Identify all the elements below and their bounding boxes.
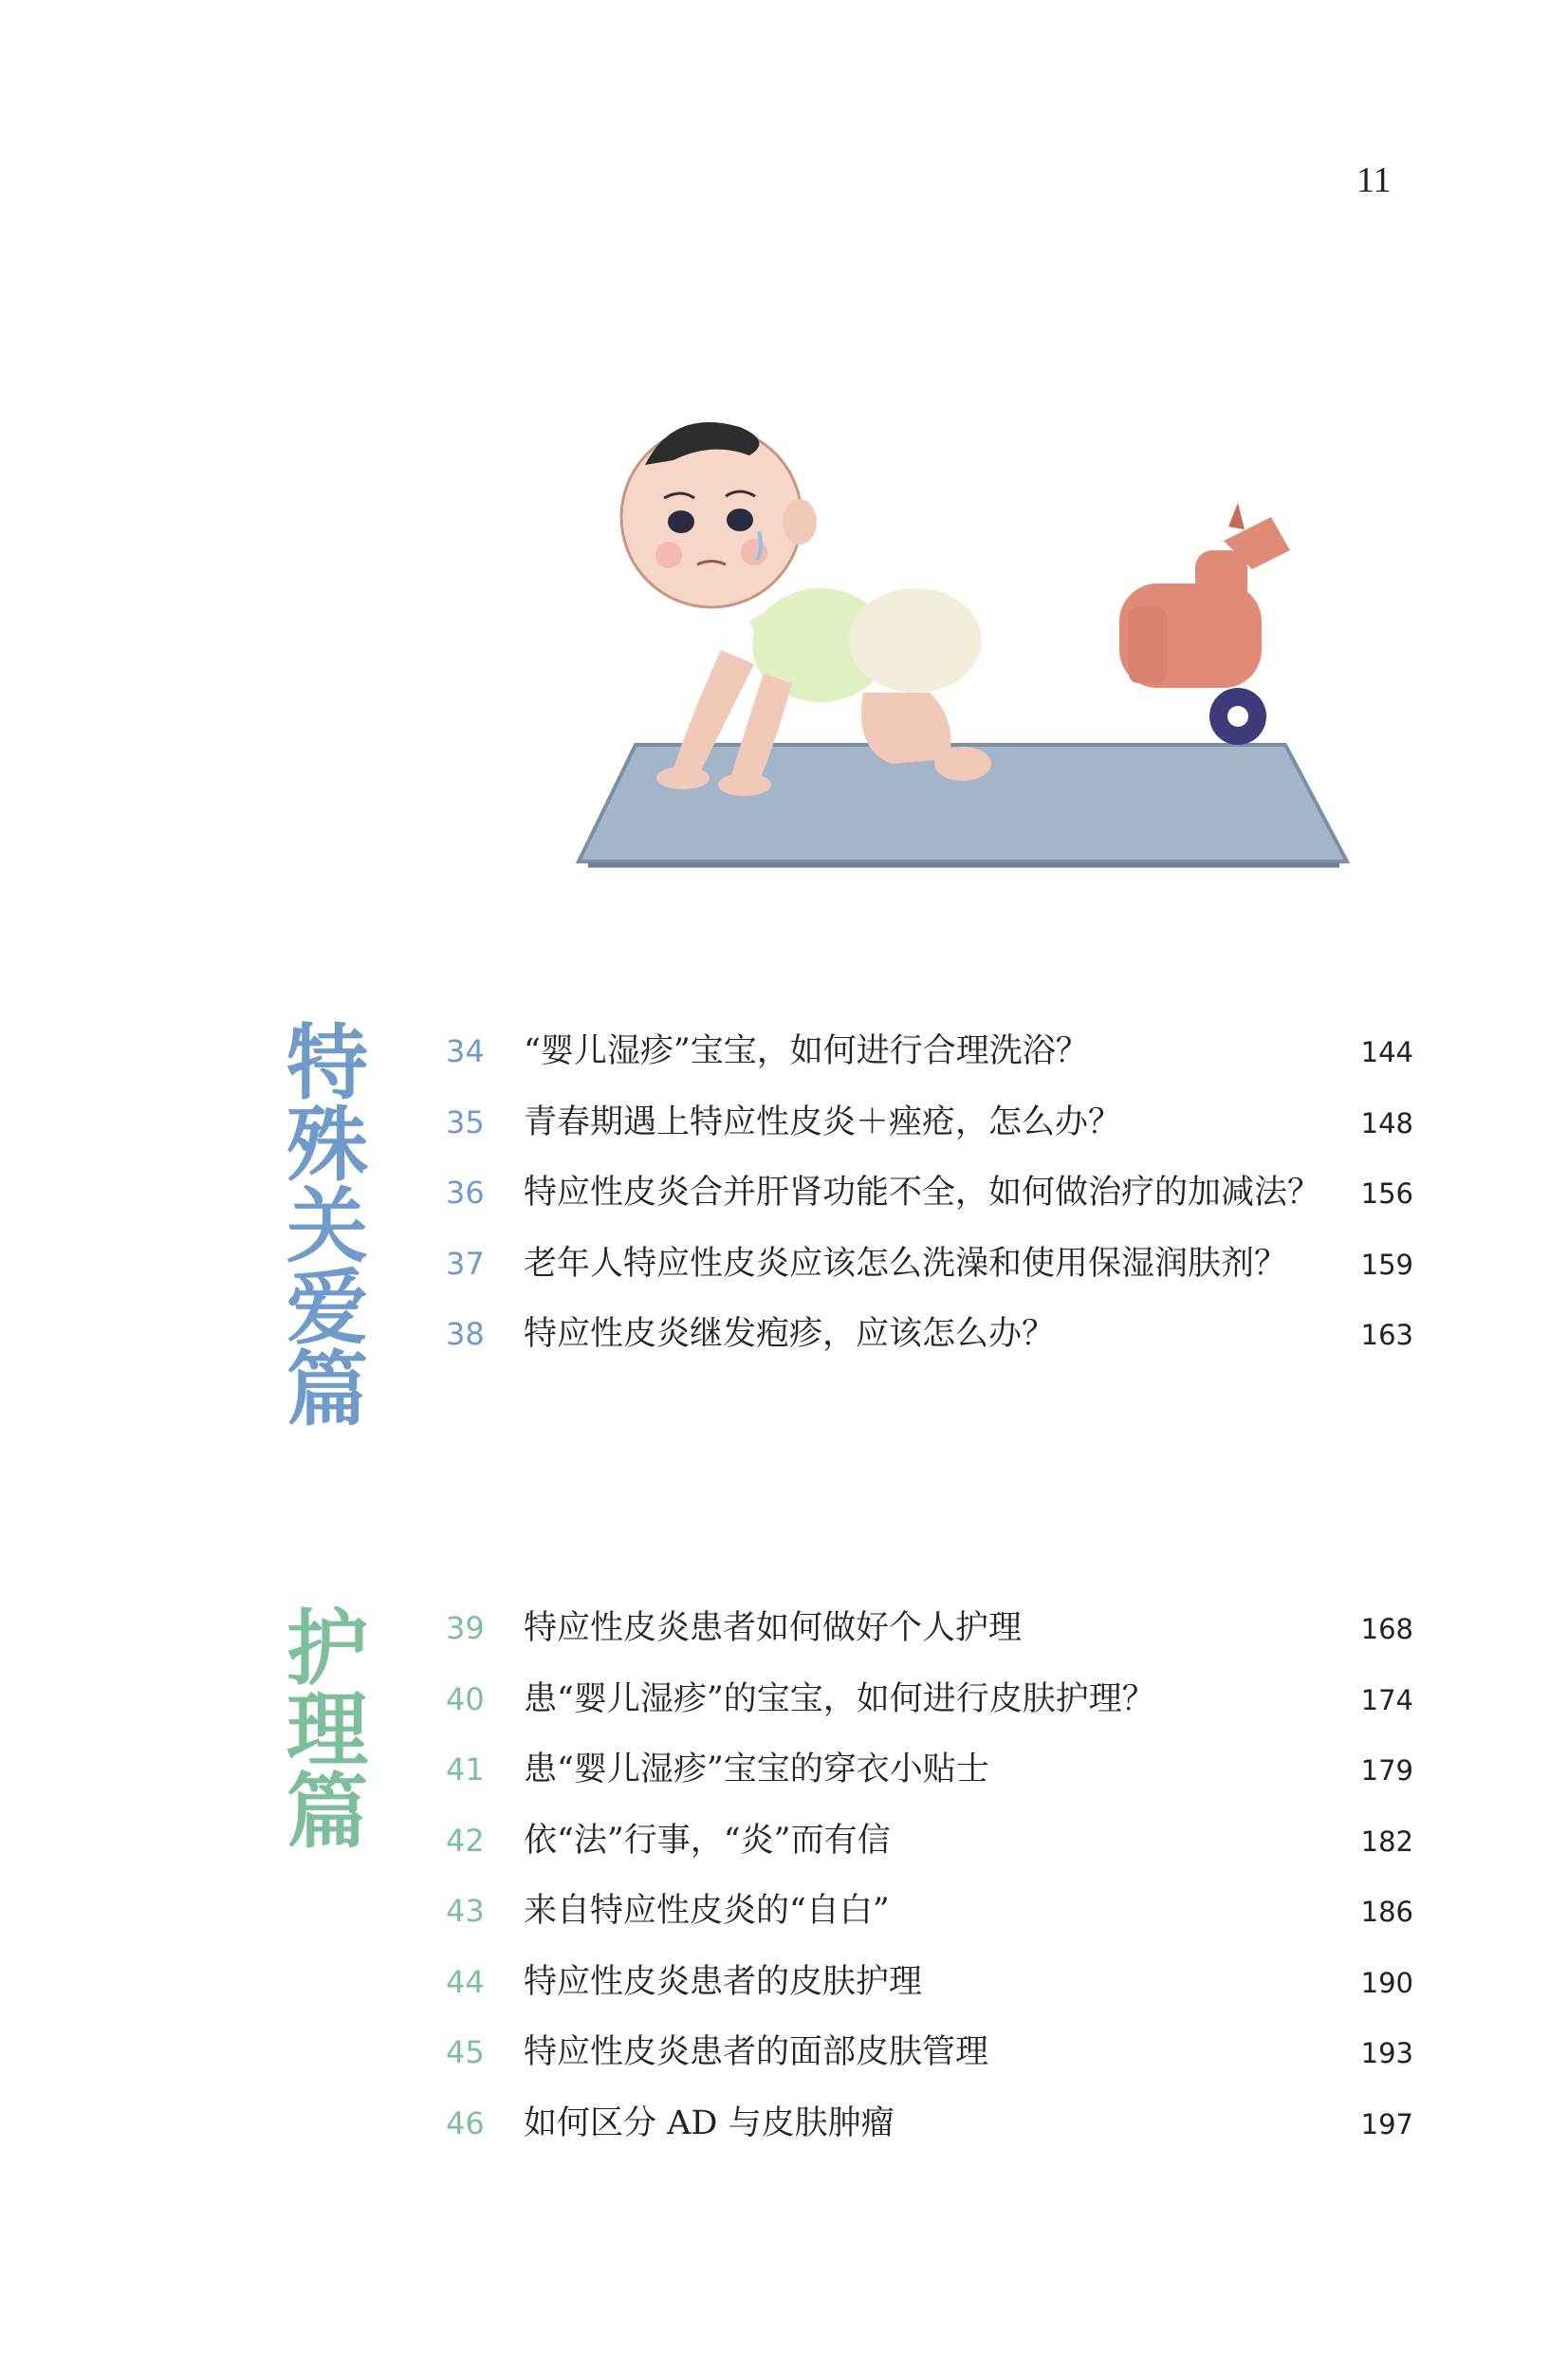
toc-entry-number: 40 <box>446 1680 485 1717</box>
toc-list-nursing <box>446 1602 1413 2167</box>
toc-entry-page: 163 <box>1360 1319 1413 1351</box>
toc-entry[interactable] <box>446 2097 1413 2168</box>
toc-entry-number: 41 <box>446 1751 485 1788</box>
toc-entry-number: 37 <box>446 1245 485 1282</box>
toc-entry-page: 148 <box>1360 1106 1413 1139</box>
toc-entry-number: 35 <box>446 1103 485 1140</box>
toc-entry[interactable] <box>446 1743 1413 1814</box>
toc-entry-number: 39 <box>446 1610 485 1646</box>
toc-entry[interactable] <box>446 1025 1413 1096</box>
toc-entry-title: 如何区分 AD 与皮肤肿瘤 <box>524 2103 895 2142</box>
toc-entry[interactable] <box>446 1307 1413 1379</box>
toc-entry-page: 174 <box>1360 1683 1413 1716</box>
toc-entry-title: 特应性皮炎患者如何做好个人护理 <box>524 1609 1023 1647</box>
toc-entry-title: 特应性皮炎合并肝肾功能不全，如何做治疗的加减法？ <box>524 1174 1321 1212</box>
toc-entry[interactable] <box>446 2026 1413 2097</box>
toc-entry-title: 老年人特应性皮炎应该怎么洗澡和使用保湿润肤剂？ <box>524 1244 1288 1283</box>
toc-entry-number: 43 <box>446 1893 485 1929</box>
section-title-char: 理 <box>286 1683 368 1778</box>
toc-entry[interactable] <box>446 1166 1413 1237</box>
toc-entry-title: 来自特应性皮炎的“自白” <box>524 1892 890 1930</box>
toc-entry-page: 186 <box>1360 1896 1413 1928</box>
toc-entry-number: 38 <box>446 1316 485 1352</box>
toc-entry-number: 44 <box>446 1963 485 2000</box>
toc-entry[interactable] <box>446 1096 1413 1167</box>
toc-entry-page: 159 <box>1360 1248 1413 1281</box>
toc-entry[interactable] <box>446 1814 1413 1885</box>
toc-entry-page: 144 <box>1360 1036 1413 1068</box>
toc-entry-title: 青春期遇上特应性皮炎＋痤疮，怎么办？ <box>524 1102 1122 1141</box>
section-title-char: 关 <box>286 1179 368 1274</box>
section-title-char: 特 <box>286 1016 368 1111</box>
toc-entry-title: 特应性皮炎继发疱疹，应该怎么办？ <box>524 1315 1056 1353</box>
toc-entry-title: 患“婴儿湿疹”的宝宝，如何进行皮肤护理？ <box>524 1679 1155 1718</box>
section-title-char: 爱 <box>286 1261 368 1356</box>
section-title-char: 护 <box>286 1602 368 1696</box>
page-number: 11 <box>1356 160 1392 200</box>
crawling-baby-illustration <box>569 408 1366 882</box>
toc-entry-page: 193 <box>1360 2037 1413 2069</box>
toc-entry-page: 182 <box>1360 1825 1413 1858</box>
toc-entry[interactable] <box>446 1884 1413 1955</box>
toc-entry-number: 34 <box>446 1033 485 1069</box>
section-title-special-care <box>275 1016 379 1437</box>
toc-entry-title: “婴儿湿疹”宝宝，如何进行合理洗浴？ <box>524 1032 1089 1070</box>
toc-entry-title: 患“婴儿湿疹”宝宝的穿衣小贴士 <box>524 1751 989 1788</box>
toc-list-special-care <box>446 1025 1413 1379</box>
toc-entry-page: 156 <box>1360 1177 1413 1210</box>
toc-entry-page: 179 <box>1360 1754 1413 1787</box>
toc-entry-page: 197 <box>1360 2107 1413 2140</box>
section-title-nursing <box>275 1602 379 1860</box>
toc-entry-number: 45 <box>446 2034 485 2070</box>
toc-entry[interactable] <box>446 1955 1413 2027</box>
toc-entry-number: 46 <box>446 2104 485 2141</box>
toc-entry-page: 190 <box>1360 1966 1413 1999</box>
toc-entry[interactable] <box>446 1602 1413 1673</box>
toc-entry-title: 特应性皮炎患者的面部皮肤管理 <box>524 2033 989 2071</box>
toc-entry-page: 168 <box>1360 1613 1413 1645</box>
toc-entry-title: 依“法”行事，“炎”而有信 <box>524 1821 891 1860</box>
baby <box>621 422 991 796</box>
toc-entry-title: 特应性皮炎患者的皮肤护理 <box>524 1962 923 2001</box>
section-title-char: 殊 <box>286 1098 368 1193</box>
section-title-char: 篇 <box>286 1765 368 1860</box>
toc-entry[interactable] <box>446 1237 1413 1308</box>
toc-entry-number: 42 <box>446 1822 485 1859</box>
section-title-char: 篇 <box>286 1343 368 1437</box>
toc-entry-number: 36 <box>446 1175 485 1211</box>
toy-horse <box>1119 503 1290 745</box>
toc-entry[interactable] <box>446 1673 1413 1744</box>
